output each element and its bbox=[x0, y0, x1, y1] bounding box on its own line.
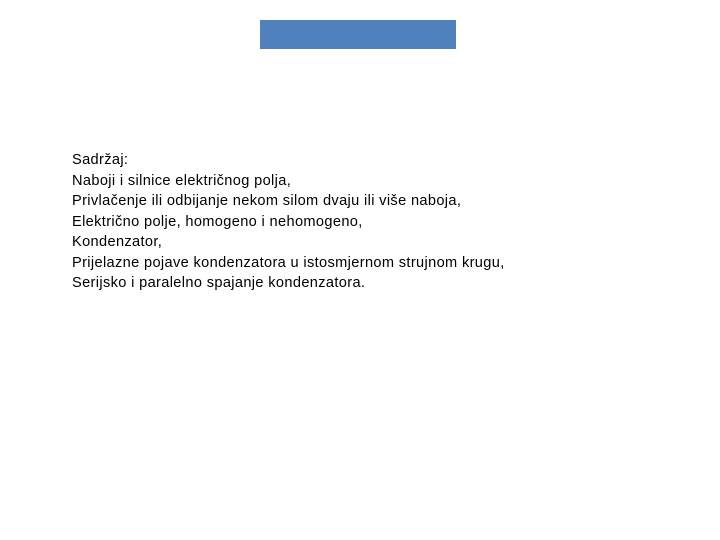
content-line: Kondenzator, bbox=[72, 234, 163, 250]
title-bar bbox=[260, 20, 456, 49]
content-list bbox=[72, 150, 672, 294]
content-line: Serijsko i paralelno spajanje kondenzatora. bbox=[72, 275, 366, 291]
content-line: Električno polje, homogeno i nehomogeno, bbox=[72, 213, 363, 230]
content-line: Prijelazne pojave kondenzatora u istosmjernom strujnom krugu, bbox=[72, 254, 505, 271]
content-line: Privlačenje ili odbijanje nekom silom dvaju ili više naboja, bbox=[72, 193, 462, 209]
content-line: Naboji i silnice električnog polja, bbox=[72, 172, 292, 189]
content-heading: Sadržaj: bbox=[72, 152, 129, 168]
